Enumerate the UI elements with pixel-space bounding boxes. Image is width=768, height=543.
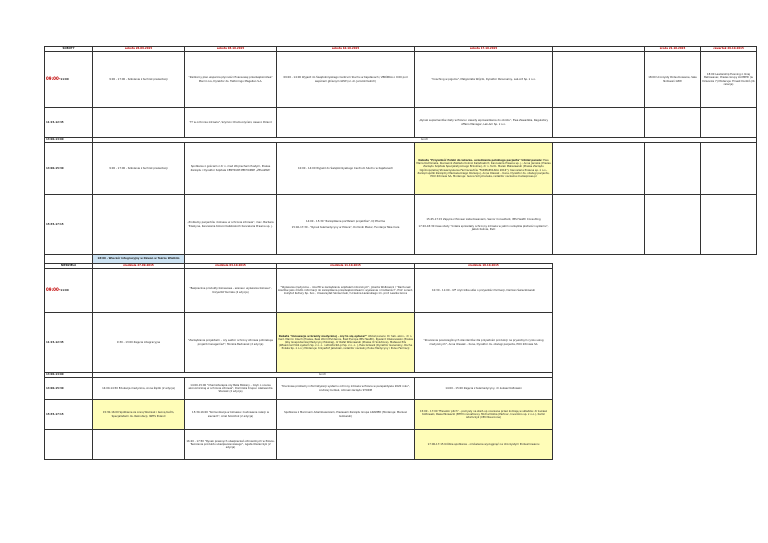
time-cell: 15:45-17:15 (45, 195, 93, 255)
empty-cell (701, 195, 757, 255)
debate-body: Udział panelu: Dr hab. ekon., dr n. med. Marcin Czech (Prezes, Real World Evidence, East Europe IMS Health), Ryszard Olszanowski (Prezes Izby Gospodarczej Medycyny Polskiej), dr Rafał Wiśniewski (Prezes IC Solutions), Mateusz Pils (Właściciel IVAS system Sp. z o. o. i aDoktorZA.pl Sp. z o. o. ), Ewa Grzesik (Dyrektor Generalny, Roche Polska Sp. z o.o.) Moderuje: Krzysztof Jakubiak, redaktor naczelny Pulsu Medycyny i Pulsu Farmacji (278, 334, 414, 351)
time-cell: 14:00-15:30 (45, 378, 93, 400)
event-text: 14:00 - 15:30 "Zarządzanie portfelem projektów", IQ Pharma (305, 219, 385, 223)
empty-cell (45, 430, 93, 460)
empty-cell (93, 195, 185, 255)
time-cell: 09:00-11:00 (45, 52, 93, 108)
empty-cell (93, 430, 185, 460)
date-header: niedziela 11.10.2015 (277, 264, 415, 269)
empty-cell (645, 108, 701, 138)
time-slot-row (45, 108, 757, 138)
event-cell: 9:00 - 17:00 - Szkolenie z technik prezentacji (93, 52, 185, 108)
empty-cell (553, 313, 757, 373)
empty-cell (277, 108, 415, 138)
time-cell: 14:00-15:30 (45, 143, 93, 195)
event-text: 17:20-18:30 Case study "Indeks sprzedaży ochronny zdrowia w jakim narządzie płatności systemu", Jakub Kuźnia, PwC (418, 224, 549, 231)
event-cell: „Problemy pacjentów i biznesu w ochronie zdrowia”, mec. Barbara Trzebyna, Kancelaria Kolonii Kalistoskich Kancelaria Prawna sp. j. (185, 195, 277, 255)
time-slot-row (45, 195, 757, 255)
event-cell: 16:20 - 17:50 "Rynek prawnych ubezpieczeń zdrowotnych w Polsce. Tworzenie produktu ubezpieczeniowego", Agata Olszarczyk (2 edycja) (185, 430, 277, 460)
empty-cell (185, 255, 757, 264)
event-cell: 14:00-15:00 "Chemioterapia czy Beta Blokery – Czyli o ocenie ekonomicznej w ochronie zdrowia", Dominika Krupa i Aleksandra Stanisik (2 edycja) (185, 378, 277, 400)
integration-row (45, 255, 757, 264)
empty-cell (701, 108, 757, 138)
empty-cell (93, 269, 185, 313)
empty-cell (93, 108, 185, 138)
event-cell: 15:00 - 17:00 "Elevator pitch" - pomysły na start-up oceniane przez komisję w składzie: dr Łukasz Kołtowski, Paweł Nowacki (BTM Innovations), Michał Kolba (Partner, Inventors sp. z o.o.), Kamil Adamczyk (CEO Neuroone) (415, 400, 553, 430)
time-cell: 15:45-17:15 (45, 400, 93, 430)
empty-cell (277, 430, 415, 460)
debate-cell (415, 143, 553, 195)
event-cell: 18:00 Uroczysty Podsumowanie, Sale Notowań GPW (645, 52, 701, 108)
event-cell: Spotkanie z Marcinem Adamkiewiczem, Prezesem Zarządu Grupa ADAMED (Moderuje: Mariusz Gutowski) (277, 400, 415, 430)
integration-cell: 18:00 - Wieczór integracyjny w Dzwon w Tezrze Wielkim (93, 255, 185, 264)
empty-cell (645, 143, 701, 195)
event-cell (277, 195, 415, 255)
event-cell: „Rynek suplementów diety w Polsce i zasady wprowadzania do obrotu”, Ewa Zawadzka, Regulatory Affairs Manager, Lek-Am Sp. z o.o. (415, 108, 553, 138)
date-header: sobota 17.10.2015 (415, 47, 553, 52)
empty-cell (701, 143, 757, 195)
day-label: SOBOTY (45, 47, 93, 52)
event-cell: "Coaching w pigułce", Małgorzata Wójcik, Dyrektor Personalny, Lek-Art Sp. z o.o. (415, 52, 553, 108)
time-slot-row (45, 430, 757, 460)
empty-cell (645, 195, 701, 255)
event-cell: 9:30 - 13:00 Zajęcia integracyjne (93, 313, 185, 373)
time-cell: 11:15-12:45 (45, 108, 93, 138)
empty-cell (553, 430, 757, 460)
empty-cell (553, 143, 645, 195)
date-header: niedziela 18.10.2015 (415, 264, 553, 269)
time-cell: 13:00-14:00 (45, 373, 93, 378)
event-cell: "IT w ochronie zdrowia", Szymon Chamuczyński, Asseco Poland (185, 108, 277, 138)
event-text: 15:40-17:30 - "Rynek telemedycyny w Polsce", Dominik Mazur, Fundacja Take Care (291, 226, 400, 230)
time-slot-row (45, 269, 757, 313)
empty-cell (553, 52, 645, 108)
event-cell: "Zadzorny plan wsparcia płynności finansowej przedsiębiorstwa" Marcin Lis, Dyrektor ds. Faktoringu Magellan S.A. (185, 52, 277, 108)
date-header: czwartek 29.10.2015 (701, 47, 757, 52)
event-cell: 10:00 - 14:00 Wyjazd do Świętokrzyskiego Centrum Słuchu w Kajetanach (277, 143, 415, 195)
time-cell: 13:00-14:00 (45, 138, 93, 143)
time-slot-row (45, 313, 757, 373)
empty-cell (553, 195, 645, 255)
date-header: sobota 10.10.2015 (277, 47, 415, 52)
debate-body: Ewa Maria Koźmińska, Kierownik Zakładu Kolonii Kalistoskich; Kancelaria Prawna sp. j.; Anna Jaroska (Prezes Zarządu Szpitala Specjalistycznego Brzozów), dr n. farm. Marek Maliszewski (Prezes Zarządu Ogólnopolskiej Stowarzyszenie Farmaceutów "FARMAPOLSKA 2016"); Kancelaria Prawna sp. z o.o., Zarząd spółki Zarządcy Mazowieckiego Rozwoju), Anna Olesiak – Kuna, Dyrektor ds. obsługi pacjenta, POU Zdrowie SA, Moderuje: Iwona Schymańska, redaktor naczelna medexpress.pl (416, 159, 551, 178)
event-cell: 09:00 - 14:00 Wyjazd do Świętokrzyskiego Centrum Słuchu w Kajetanach / ZBIÓRKA o 9:00 pod wejściem głównym GPW (ul. Al. Jerozolimskich) (277, 52, 415, 108)
time-slot-row (45, 378, 757, 400)
date-header: sobota 03.10.2015 (185, 47, 277, 52)
day-label: NIEDZIELA (45, 264, 93, 269)
debate-cell (277, 313, 415, 373)
empty-cell (553, 400, 757, 430)
date-header: sobota 26.09.2015 (93, 47, 185, 52)
empty-cell (553, 108, 645, 138)
lunch-cell: lunch (93, 138, 757, 143)
time-cell: 11:15-12:45 (45, 313, 93, 373)
event-cell: 17:00-17:15 Krótkie spotkanie - omówienie wyciągnięć na Uroczystym Podsumowaniu (415, 430, 553, 460)
event-cell: Spotkanie z gościem z dr n. med Wojciechem Pustym, Prezes Zarządu i Dyrektor Szpitala CENTRUM MEDYCZNE „ŻELAZNA” (185, 143, 277, 195)
event-cell: 14:00 - 15:00 Zajęcia z telemedycyny, dr Łukasz Kołtowski (415, 378, 553, 400)
empty-cell (553, 269, 757, 313)
event-cell: 9:00 - 17:00 - Szkolenie z technik prezentacji (93, 143, 185, 195)
event-cell: "Kluczowe problemy informatyzacji systemu ochrony zdrowia w Polsce w perspektywie 2020 roku", Andrzej Cudzek, członek zarządu STORM (277, 378, 415, 400)
lunch-cell: lunch (93, 373, 553, 378)
time-slot-row (45, 143, 757, 195)
date-header: niedziela 27.09.2015 (93, 264, 185, 269)
event-cell: 14:00-14:50 Edukacja medyczna, Anna Żądło (2 edycja) (93, 378, 185, 400)
schedule-table (44, 46, 757, 460)
date-header: środa 21.10.2015 (645, 47, 701, 52)
time-slot-row (45, 400, 757, 430)
time-cell: 09:00-11:00 (45, 269, 93, 313)
debate-title: Debata "Innowacje w branży medycznej - czy to się opłaca?" (278, 334, 367, 338)
event-cell: "Bezpieczne produkty biznesowe - szanse i wyzwania biznesu", Krzysztof Kumala (2 edycja) (185, 269, 277, 313)
debate-title: Debata "Przyszłość Polski do lekarze- uczelniania polskiego pacjenta" Udział panelu: (418, 159, 543, 163)
empty-cell (45, 255, 93, 264)
event-cell: 15:30-16:00 "Komunikacja w biznesie i budowanie relacji w sieciach", Ariel Szczotok (2 edycja) (185, 400, 277, 430)
event-cell: "Zarządzanie projektami – czy sektor ochrony zdrowia potrzebuje projekt managerów?", Monika Bednarek (2 edycja) (185, 313, 277, 373)
event-cell: 15:30-16:00 Spotkanie ze Anną Wozniak i Iwoną Kuźm, Specjalistami ds. Rekrutacji, IWHS Poland (93, 400, 185, 430)
schedule-sheet (44, 46, 757, 460)
empty-cell (553, 378, 757, 400)
event-cell: 18:00 Leadership Evening z dniej Bellowaver, Prezes Grupy LUXMED (w Dzwonka 7) Moderuje: Ernest Dudziń (Ib relacje) (701, 52, 757, 108)
event-cell: 10:30 - 11:00 - IVF czyli kilka słów o przyszłości farmacji, Damian Świeczkowski (415, 269, 553, 313)
event-cell: "Wyzwania medyczne – rola PR w zarządzaniu szpitalem klinicznym", Jolanta Wołkowicz / "Rachunek kosztów jako źródło informacji do zarządzania przedsiębiorstwami: wyzwania i możliwości", Prof. Lorent, Instytut Kultury Sp. Soc., Uniwersytet Szczeciński / Uczelnia Łazarskiego im. prof. Leszka Gnica (277, 269, 415, 313)
time-slot-row (45, 52, 757, 108)
event-text: 15:45-17:15 Zajęcia z Pioneer zabudowaniem, Senior Consultant, IMS Health Consulting (426, 218, 541, 222)
event-cell (415, 195, 553, 255)
date-header: niedziela 04.10.2015 (185, 264, 277, 269)
event-cell: "Znaczenie poszczególnych standardów dla przyszłości produkcji na prywatnym rynku usług medycznych", Anna Olesiak – Kuna, Dyrektor ds. obsługi pacjenta, POU Zdrowie SA (415, 313, 553, 373)
